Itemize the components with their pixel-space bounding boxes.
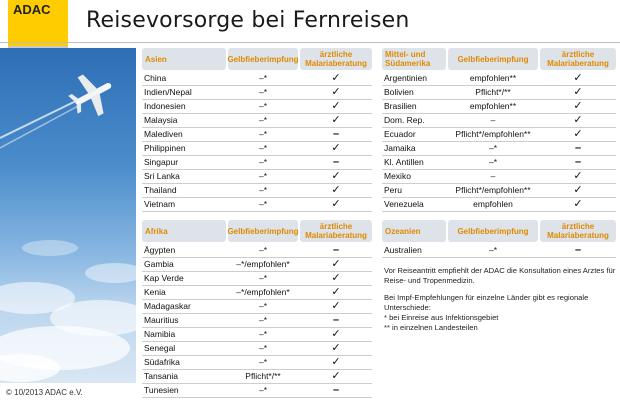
note-line: Reise- und Tropenmedizin. bbox=[384, 276, 475, 285]
table-row bbox=[142, 314, 372, 328]
country-name: Ägypten bbox=[144, 245, 176, 255]
table-row bbox=[382, 170, 616, 184]
table-row bbox=[382, 128, 616, 142]
header-fever: Gelbfieberimpfung bbox=[227, 54, 299, 64]
country-name: Mexiko bbox=[384, 171, 411, 181]
country-name: Argentinien bbox=[384, 73, 428, 83]
malaria-status: – bbox=[332, 156, 340, 168]
malaria-status: ✓ bbox=[573, 128, 583, 140]
country-name: Peru bbox=[384, 185, 402, 195]
table-header bbox=[142, 220, 226, 242]
malaria-status: ✓ bbox=[331, 258, 341, 270]
copyright-footer: © 10/2013 ADAC e.V. bbox=[6, 388, 83, 397]
fever-status: –* bbox=[488, 245, 498, 255]
country-name: Malaysia bbox=[144, 115, 178, 125]
malaria-status: ✓ bbox=[331, 286, 341, 298]
fever-status: –*/empfohlen* bbox=[236, 287, 290, 297]
table-row bbox=[382, 86, 616, 100]
fever-status: –* bbox=[258, 101, 268, 111]
table-row bbox=[142, 86, 372, 100]
fever-status: –* bbox=[488, 143, 498, 153]
table-row bbox=[142, 370, 372, 384]
country-name: Madagaskar bbox=[144, 301, 191, 311]
note-line: Bei Impf-Empfehlungen für einzelne Länder gibt es regionale Unterschiede: bbox=[384, 293, 589, 312]
malaria-status: – bbox=[574, 142, 582, 154]
malaria-status: ✓ bbox=[573, 114, 583, 126]
table-row bbox=[142, 114, 372, 128]
malaria-status: ✓ bbox=[331, 342, 341, 354]
malaria-status: ✓ bbox=[331, 356, 341, 368]
malaria-status: – bbox=[332, 128, 340, 140]
country-name: Thailand bbox=[144, 185, 177, 195]
table-row bbox=[382, 184, 616, 198]
malaria-status: ✓ bbox=[331, 72, 341, 84]
table-row bbox=[142, 142, 372, 156]
fever-status: –* bbox=[258, 129, 268, 139]
table-header bbox=[300, 220, 372, 242]
fever-status: – bbox=[490, 171, 496, 181]
table-header bbox=[300, 48, 372, 70]
fever-status: –* bbox=[258, 245, 268, 255]
malaria-status: ✓ bbox=[331, 184, 341, 196]
table-row bbox=[382, 100, 616, 114]
fever-status: –* bbox=[258, 87, 268, 97]
malaria-status: ✓ bbox=[331, 86, 341, 98]
fever-status: –* bbox=[258, 171, 268, 181]
notes-block bbox=[384, 266, 618, 333]
country-name: Australien bbox=[384, 245, 422, 255]
note-line: ** in einzelnen Landesteilen bbox=[384, 323, 478, 332]
fever-status: –* bbox=[258, 199, 268, 209]
malaria-status: ✓ bbox=[573, 72, 583, 84]
fever-status: –* bbox=[258, 143, 268, 153]
fever-status: –*/empfohlen* bbox=[236, 259, 290, 269]
country-name: Tunesien bbox=[144, 385, 179, 395]
malaria-status: ✓ bbox=[331, 100, 341, 112]
fever-status: empfohlen** bbox=[469, 73, 517, 83]
table-amerika bbox=[382, 48, 616, 214]
table-row bbox=[142, 198, 372, 212]
fever-status: –* bbox=[258, 273, 268, 283]
adac-logo: ADAC bbox=[8, 0, 68, 46]
malaria-status: ✓ bbox=[331, 142, 341, 154]
malaria-status: – bbox=[332, 314, 340, 326]
country-name: Namibia bbox=[144, 329, 176, 339]
table-row bbox=[142, 170, 372, 184]
region-name: Mittel- und Südamerika bbox=[385, 50, 431, 68]
table-row bbox=[142, 272, 372, 286]
table-row bbox=[142, 244, 372, 258]
fever-status: –* bbox=[258, 357, 268, 367]
region-name: Ozeanien bbox=[385, 226, 421, 236]
table-row bbox=[142, 286, 372, 300]
table-row bbox=[382, 244, 616, 258]
fever-status: – bbox=[490, 115, 496, 125]
note-line: * bei Einreise aus Infektionsgebiet bbox=[384, 313, 499, 322]
malaria-status: – bbox=[574, 156, 582, 168]
malaria-status: – bbox=[574, 244, 582, 256]
country-name: Ecuador bbox=[384, 129, 416, 139]
table-asien bbox=[142, 48, 372, 214]
table-afrika bbox=[142, 220, 372, 396]
fever-status: Pflicht*/** bbox=[475, 87, 511, 97]
country-name: Senegal bbox=[144, 343, 176, 353]
country-name: Kenia bbox=[144, 287, 166, 297]
fever-status: Pflicht*/empfohlen** bbox=[455, 185, 531, 195]
table-row bbox=[382, 72, 616, 86]
country-name: Singapur bbox=[144, 157, 179, 167]
country-name: Malediven bbox=[144, 129, 183, 139]
fever-status: –* bbox=[258, 185, 268, 195]
malaria-status: – bbox=[332, 244, 340, 256]
table-row bbox=[382, 142, 616, 156]
table-header bbox=[540, 220, 616, 242]
table-row bbox=[142, 72, 372, 86]
country-name: Vietnam bbox=[144, 199, 176, 209]
fever-status: –* bbox=[258, 315, 268, 325]
title-divider bbox=[0, 42, 620, 43]
malaria-status: ✓ bbox=[573, 198, 583, 210]
malaria-status: ✓ bbox=[331, 272, 341, 284]
airplane-sky-photo bbox=[0, 48, 136, 383]
table-row bbox=[142, 258, 372, 272]
table-row bbox=[142, 384, 372, 398]
table-row bbox=[142, 300, 372, 314]
airplane-illustration bbox=[0, 48, 136, 383]
fever-status: Pflicht*/empfohlen** bbox=[455, 129, 531, 139]
page-title: Reisevorsorge bei Fernreisen bbox=[86, 8, 410, 33]
country-name: Philippinen bbox=[144, 143, 186, 153]
fever-status: –* bbox=[258, 301, 268, 311]
table-row bbox=[142, 128, 372, 142]
header-malaria: ärztliche Malariaberatung bbox=[547, 222, 609, 240]
fever-status: –* bbox=[258, 329, 268, 339]
fever-status: –* bbox=[488, 157, 498, 167]
fever-status: –* bbox=[258, 343, 268, 353]
malaria-status: ✓ bbox=[573, 100, 583, 112]
header-malaria: ärztliche Malariaberatung bbox=[305, 222, 367, 240]
malaria-status: ✓ bbox=[331, 328, 341, 340]
country-name: Dom. Rep. bbox=[384, 115, 425, 125]
note-line: Vor Reiseantritt empfiehlt der ADAC die Konsultation eines Arztes für bbox=[384, 266, 616, 275]
table-row bbox=[142, 184, 372, 198]
table-ozeanien bbox=[382, 220, 616, 260]
table-header bbox=[382, 220, 446, 242]
table-header bbox=[228, 220, 298, 242]
fever-status: –* bbox=[258, 73, 268, 83]
country-name: Tansania bbox=[144, 371, 179, 381]
country-name: Indien/Nepal bbox=[144, 87, 192, 97]
country-name: Kap Verde bbox=[144, 273, 184, 283]
malaria-status: ✓ bbox=[573, 170, 583, 182]
header-fever: Gelbfieberimpfung bbox=[227, 226, 299, 236]
malaria-status: ✓ bbox=[573, 86, 583, 98]
table-header bbox=[228, 48, 298, 70]
country-name: Indonesien bbox=[144, 101, 186, 111]
table-row bbox=[142, 356, 372, 370]
country-name: Venezuela bbox=[384, 199, 424, 209]
table-row bbox=[382, 198, 616, 212]
country-name: Brasilien bbox=[384, 101, 417, 111]
malaria-status: ✓ bbox=[331, 114, 341, 126]
header-fever: Gelbfieberimpfung bbox=[457, 226, 529, 236]
country-name: Jamaika bbox=[384, 143, 416, 153]
fever-status: empfohlen** bbox=[469, 101, 517, 111]
country-name: Gambia bbox=[144, 259, 174, 269]
table-header bbox=[540, 48, 616, 70]
table-header bbox=[448, 48, 538, 70]
malaria-status: – bbox=[332, 384, 340, 396]
header-malaria: ärztliche Malariaberatung bbox=[305, 50, 367, 68]
malaria-status: ✓ bbox=[331, 170, 341, 182]
table-header bbox=[448, 220, 538, 242]
table-row bbox=[142, 342, 372, 356]
country-name: Südafrika bbox=[144, 357, 180, 367]
region-name: Afrika bbox=[145, 226, 168, 236]
country-name: Mauritius bbox=[144, 315, 179, 325]
table-header bbox=[382, 48, 446, 70]
malaria-status: ✓ bbox=[331, 198, 341, 210]
table-row bbox=[142, 328, 372, 342]
header-fever: Gelbfieberimpfung bbox=[457, 54, 529, 64]
header-malaria: ärztliche Malariaberatung bbox=[547, 50, 609, 68]
table-row bbox=[382, 156, 616, 170]
fever-status: empfohlen bbox=[473, 199, 513, 209]
malaria-status: ✓ bbox=[331, 300, 341, 312]
country-name: Sri Lanka bbox=[144, 171, 180, 181]
malaria-status: ✓ bbox=[573, 184, 583, 196]
table-row bbox=[142, 156, 372, 170]
malaria-status: ✓ bbox=[331, 370, 341, 382]
table-row bbox=[142, 100, 372, 114]
table-row bbox=[382, 114, 616, 128]
fever-status: –* bbox=[258, 385, 268, 395]
table-header bbox=[142, 48, 226, 70]
country-name: Kl. Antillen bbox=[384, 157, 424, 167]
fever-status: Pflicht*/** bbox=[245, 371, 281, 381]
fever-status: –* bbox=[258, 115, 268, 125]
region-name: Asien bbox=[145, 54, 167, 64]
country-name: China bbox=[144, 73, 167, 83]
country-name: Bolivien bbox=[384, 87, 414, 97]
fever-status: –* bbox=[258, 157, 268, 167]
